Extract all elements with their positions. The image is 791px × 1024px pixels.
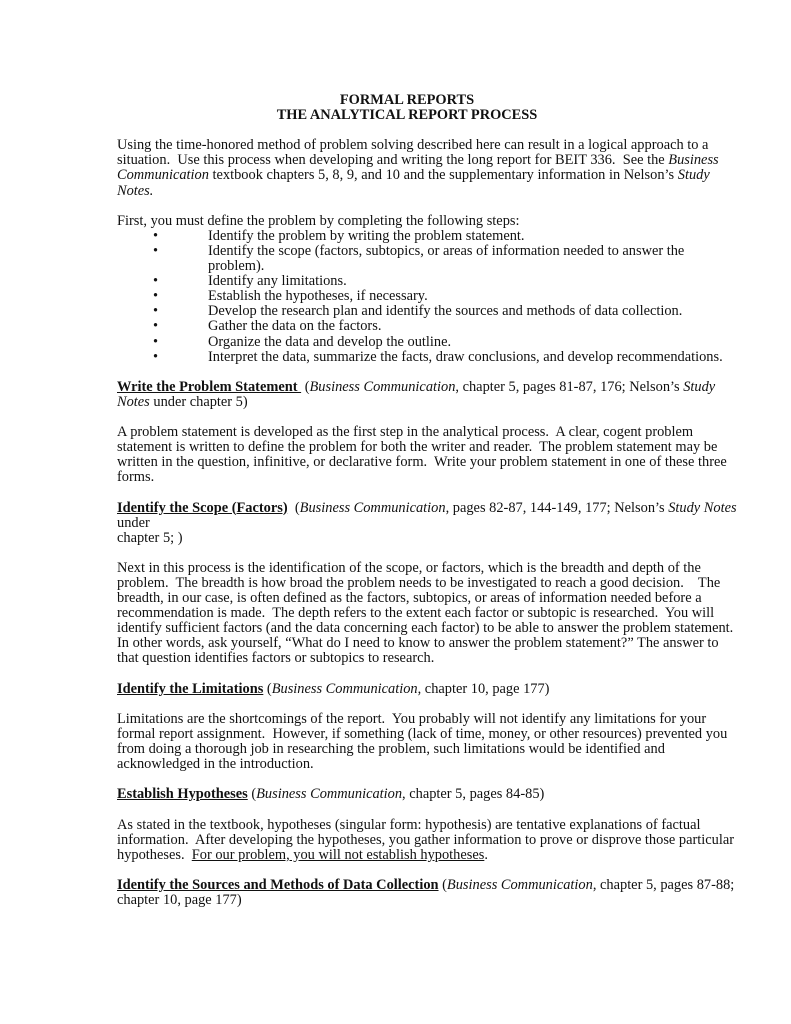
bullet-icon: • (153, 333, 159, 350)
text-run: that question identifies factors or subtopics to research. (117, 650, 435, 667)
text-run: THE ANALYTICAL REPORT PROCESS (276, 107, 538, 124)
text-run: For our problem, you will not establish hypotheses (191, 846, 485, 863)
blank-line (117, 199, 697, 214)
italic-reference: Communication (117, 167, 209, 184)
section-heading-line (117, 787, 697, 802)
document-title-line (117, 108, 697, 123)
text-run: acknowledged in the introduction. (117, 756, 314, 773)
italic-reference: Business Communication (271, 680, 418, 697)
italic-reference: Study Notes (668, 499, 737, 516)
paragraph-line (117, 137, 709, 154)
text-run: situation. Use this process when developing and writing the long report for BEIT 336. See the (117, 152, 669, 169)
document-page (117, 92, 737, 908)
paragraph-line (117, 395, 697, 410)
text-run: ( (438, 876, 447, 893)
text-run: ( (263, 680, 272, 697)
bullet-item-line (117, 229, 697, 244)
paragraph-line (117, 454, 727, 471)
paragraph-line (117, 742, 697, 757)
paragraph-line (117, 605, 715, 622)
paragraph-line (117, 725, 728, 742)
text-run: identify sufficient factors (and the data concerning each factor) to be able to answer the problem statement. (117, 620, 734, 637)
paragraph-line (117, 470, 697, 485)
italic-reference: Business Communication (446, 876, 593, 893)
blank-line (117, 802, 697, 817)
text-run: Limitations are the shortcomings of the report. You probably will not identify any limitations for your (117, 710, 707, 727)
paragraph-line (117, 757, 697, 772)
text-run: Using the time-honored method of problem solving described here can result in a logical approach to a (117, 137, 709, 154)
text-run: statement is written to define the problem for both the writer and reader. The problem statement may be (117, 439, 718, 456)
section-heading: Identify the Sources and Methods of Data Collection (117, 876, 439, 893)
italic-reference: Notes. (117, 182, 154, 199)
text-run: problem). (208, 258, 265, 275)
paragraph-line (117, 893, 697, 908)
text-run: As stated in the textbook, hypotheses (singular form: hypothesis) are tentative explanations of factual (117, 816, 701, 833)
paragraph-line (117, 651, 697, 666)
blank-line (117, 772, 697, 787)
paragraph-line (117, 590, 702, 607)
paragraph-line (117, 710, 707, 727)
text-run: ( (247, 786, 257, 803)
text-run: hypotheses. (117, 846, 192, 863)
bullet-item-line (117, 319, 697, 334)
paragraph-line (117, 816, 701, 833)
paragraph-line (117, 152, 719, 169)
text-run: chapter 5; ) (117, 529, 183, 546)
section-heading: Establish Hypotheses (117, 786, 248, 803)
paragraph-line (117, 439, 718, 456)
italic-reference: Business Communication (309, 378, 456, 395)
text-run: from doing a thorough job in researching the problem, such limitations would be identified and (117, 741, 665, 758)
italic-reference: Study (683, 378, 716, 395)
text-run: Gather the data on the factors. (208, 318, 382, 335)
text-run: Identify any limitations. (208, 273, 347, 290)
paragraph-line (117, 531, 697, 546)
paragraph-line (117, 559, 701, 576)
text-run: Identify the scope (factors, subtopics, or areas of information needed to answer the (208, 242, 685, 259)
text-run: . (484, 846, 488, 863)
text-run: Next in this process is the identification of the scope, or factors, which is the breadth and depth of the (117, 559, 701, 576)
paragraph-line (117, 635, 719, 652)
blank-line (117, 697, 697, 712)
bullet-icon: • (153, 288, 159, 305)
text-run: A problem statement is developed as the first step in the analytical process. A clear, cogent problem (117, 424, 694, 441)
text-run: ( (301, 378, 310, 395)
bullet-item-line (117, 348, 723, 365)
blank-line (117, 365, 697, 380)
bullet-icon: • (153, 303, 159, 320)
text-run: , chapter 5, pages 87-88; (592, 876, 735, 893)
text-run: textbook chapters 5, 8, 9, and 10 and the supplementary information in Nelson’s (208, 167, 678, 184)
text-run: chapter 10, page 177) (117, 891, 242, 908)
bullet-icon: • (153, 273, 159, 290)
blank-line (117, 123, 697, 138)
bullet-item-line (117, 244, 697, 259)
section-heading-line (117, 876, 735, 893)
bullet-icon: • (153, 227, 159, 244)
text-run: , chapter 10, page 177) (417, 680, 550, 697)
text-run: Identify the problem by writing the problem statement. (208, 227, 525, 244)
paragraph-line (117, 848, 697, 863)
text-run: In other words, ask yourself, “What do I need to know to answer the problem statement?” The answer to (117, 635, 719, 652)
paragraph-line (117, 575, 721, 591)
document-title-line (117, 93, 697, 108)
bullet-item-line (117, 289, 697, 304)
paragraph-line (117, 516, 697, 531)
paragraph-line (117, 831, 735, 848)
bullet-item-line (117, 274, 697, 289)
section-heading-line (117, 378, 716, 395)
text-run: written in the question, infinitive, or declarative form. Write your problem statement in one of these three (117, 454, 727, 471)
bullet-icon: • (153, 318, 159, 335)
section-heading: Write the Problem Statement (117, 378, 302, 395)
italic-reference: Business Communication (299, 499, 446, 516)
italic-reference: Notes (117, 393, 150, 410)
blank-line (117, 410, 697, 425)
text-run: Develop the research plan and identify the sources and methods of data collection. (208, 303, 683, 320)
text-run: information. After developing the hypotheses, you gather information to prove or disprove those particular (117, 831, 735, 848)
text-run: under chapter 5) (149, 393, 248, 410)
italic-reference: Business Communication (256, 786, 403, 803)
italic-reference: Study (677, 167, 710, 184)
blank-line (117, 485, 697, 500)
text-run: ( (287, 499, 300, 516)
paragraph-line (117, 620, 734, 637)
text-run: under (117, 514, 150, 531)
bullet-icon: • (153, 348, 159, 365)
paragraph-line (117, 184, 697, 199)
text-run: Interpret the data, summarize the facts, draw conclusions, and develop recommendations. (208, 348, 723, 365)
blank-line (117, 863, 697, 878)
section-heading-line (117, 682, 697, 697)
paragraph-line (117, 167, 710, 184)
bullet-icon: • (153, 242, 159, 259)
section-heading-line (117, 499, 737, 516)
text-run: , chapter 5, pages 81-87, 176; Nelson’s (455, 378, 684, 395)
text-run: recommendation is made. The depth refers to the extent each factor or subtopic is researched. You will (117, 605, 715, 622)
text-run: Establish the hypotheses, if necessary. (208, 288, 428, 305)
text-run: , chapter 5, pages 84-85) (402, 786, 545, 803)
paragraph-line (117, 425, 697, 440)
text-run: Organize the data and develop the outline. (208, 333, 452, 350)
blank-line (117, 667, 697, 682)
text-run: breadth, in our case, is often defined as the factors, subtopics, or areas of information needed before a (117, 590, 702, 607)
text-run: , pages 82-87, 144-149, 177; Nelson’s (445, 499, 669, 516)
bullet-item-line (117, 304, 697, 319)
text-run: formal report assignment. However, if something (lack of time, money, or other resources) prevented you (117, 725, 728, 742)
paragraph-line (117, 214, 697, 229)
bullet-item-line (117, 259, 697, 274)
section-heading: Identify the Scope (Factors) (117, 499, 288, 516)
italic-reference: Business (668, 152, 719, 169)
text-run: problem. The breadth is how broad the problem needs to be investigated to reach a good decision. The (117, 575, 721, 591)
text-run: FORMAL REPORTS (339, 92, 475, 108)
text-run: First, you must define the problem by completing the following steps: (117, 212, 520, 229)
text-run: forms. (117, 469, 155, 486)
bullet-item-line (117, 335, 697, 350)
blank-line (117, 546, 697, 561)
section-heading: Identify the Limitations (117, 680, 264, 697)
